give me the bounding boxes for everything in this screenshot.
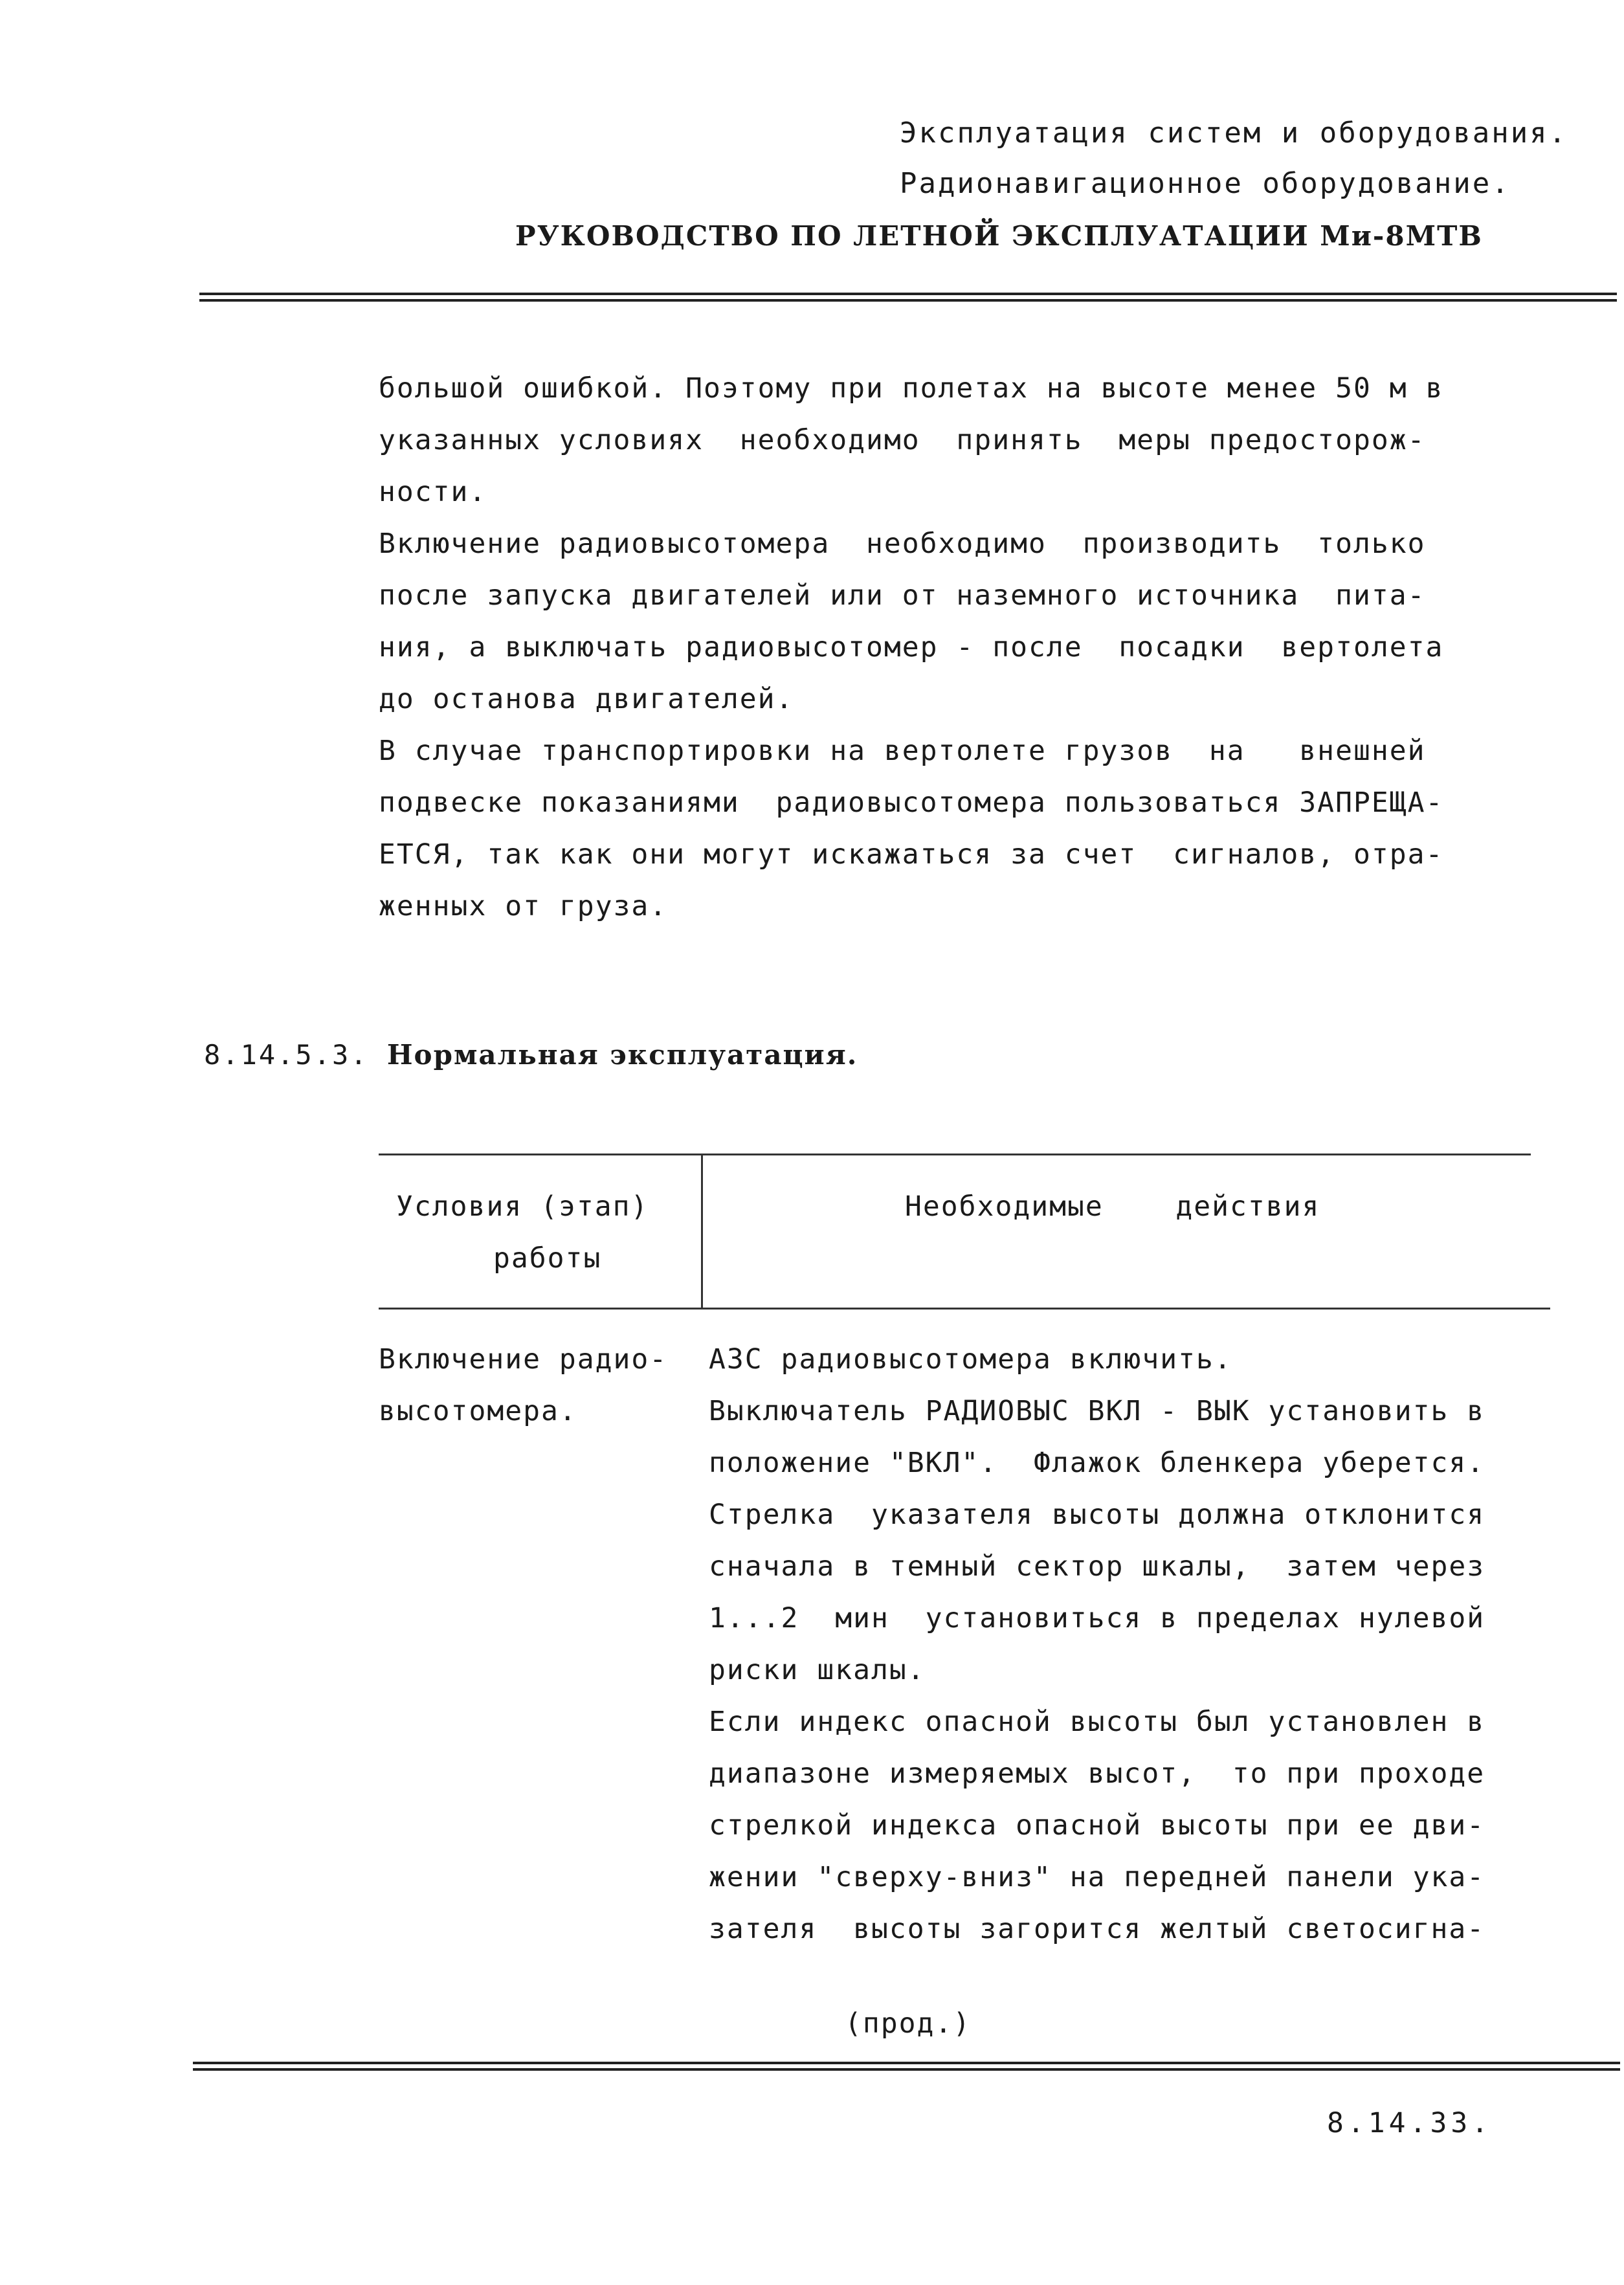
continued-note: (прод.) — [845, 2007, 972, 2040]
condition-line: высотомера. — [379, 1395, 577, 1427]
footer-divider — [193, 2062, 1620, 2071]
page-number: 8.14.33. — [1327, 2107, 1493, 2139]
body-line: ЕТСЯ, так как они могут искажаться за счет сигналов, отра- — [379, 838, 1444, 871]
body-line: В случае транспортировки на вертолете грузов на внешней — [379, 735, 1426, 767]
action-line: АЗС радиовысотомера включить. — [709, 1343, 1232, 1376]
body-line: Включение радиовысотомера необходимо производить только — [379, 528, 1426, 560]
table-header-condition-line-1: Условия (этап) — [396, 1190, 649, 1223]
section-heading — [204, 1039, 858, 1071]
action-line: стрелкой индекса опасной высоты при ее дви- — [709, 1809, 1485, 1842]
table-header-actions: Необходимые действия — [905, 1190, 1320, 1223]
section-title: Нормальная эксплуатация. — [386, 1039, 858, 1071]
document-title: РУКОВОДСТВО ПО ЛЕТНОЙ ЭКСПЛУАТАЦИИ Ми-8МТВ — [515, 220, 1483, 252]
section-number: 8.14.5.3. — [204, 1039, 369, 1071]
action-line: жении "сверху-вниз" на передней панели ука- — [709, 1861, 1485, 1893]
action-line: зателя высоты загорится желтый светосигна- — [709, 1913, 1485, 1945]
action-line: диапазоне измеряемых высот, то при проходе — [709, 1757, 1485, 1790]
condition-line: Включение радио- — [379, 1343, 668, 1376]
body-line: после запуска двигателей или от наземного источника пита- — [379, 579, 1426, 612]
body-line: указанных условиях необходимо принять меры предосторож- — [379, 424, 1426, 456]
action-line: риски шкалы. — [709, 1654, 926, 1686]
table-header-condition-line-2: работы — [493, 1242, 602, 1275]
action-line: Выключатель РАДИОВЫС ВКЛ - ВЫК установить в — [709, 1395, 1485, 1427]
body-line: женных от груза. — [379, 890, 668, 922]
table-column-divider — [701, 1154, 703, 1309]
header-line-2: Радионавигационное оборудование. — [900, 167, 1511, 200]
header-line-1: Эксплуатация систем и оборудования. — [900, 117, 1568, 150]
action-line: положение "ВКЛ". Флажок бленкера уберется. — [709, 1447, 1485, 1479]
body-line: подвеске показаниями радиовысотомера пользоваться ЗАПРЕЩА- — [379, 786, 1444, 819]
action-line: Стрелка указателя высоты должна отклонится — [709, 1499, 1485, 1531]
body-line: большой ошибкой. Поэтому при полетах на высоте менее 50 м в — [379, 372, 1444, 405]
body-line: ния, а выключать радиовысотомер - после посадки вертолета — [379, 631, 1444, 663]
header-divider — [199, 293, 1617, 302]
action-line: сначала в темный сектор шкалы, затем через — [709, 1550, 1485, 1583]
table-header-rule — [379, 1308, 1550, 1310]
action-line: Если индекс опасной высоты был установлен в — [709, 1706, 1485, 1738]
table-top-rule — [379, 1154, 1531, 1155]
body-line: ности. — [379, 476, 487, 508]
action-line: 1...2 мин установиться в пределах нулевой — [709, 1602, 1485, 1634]
body-line: до останова двигателей. — [379, 683, 794, 715]
